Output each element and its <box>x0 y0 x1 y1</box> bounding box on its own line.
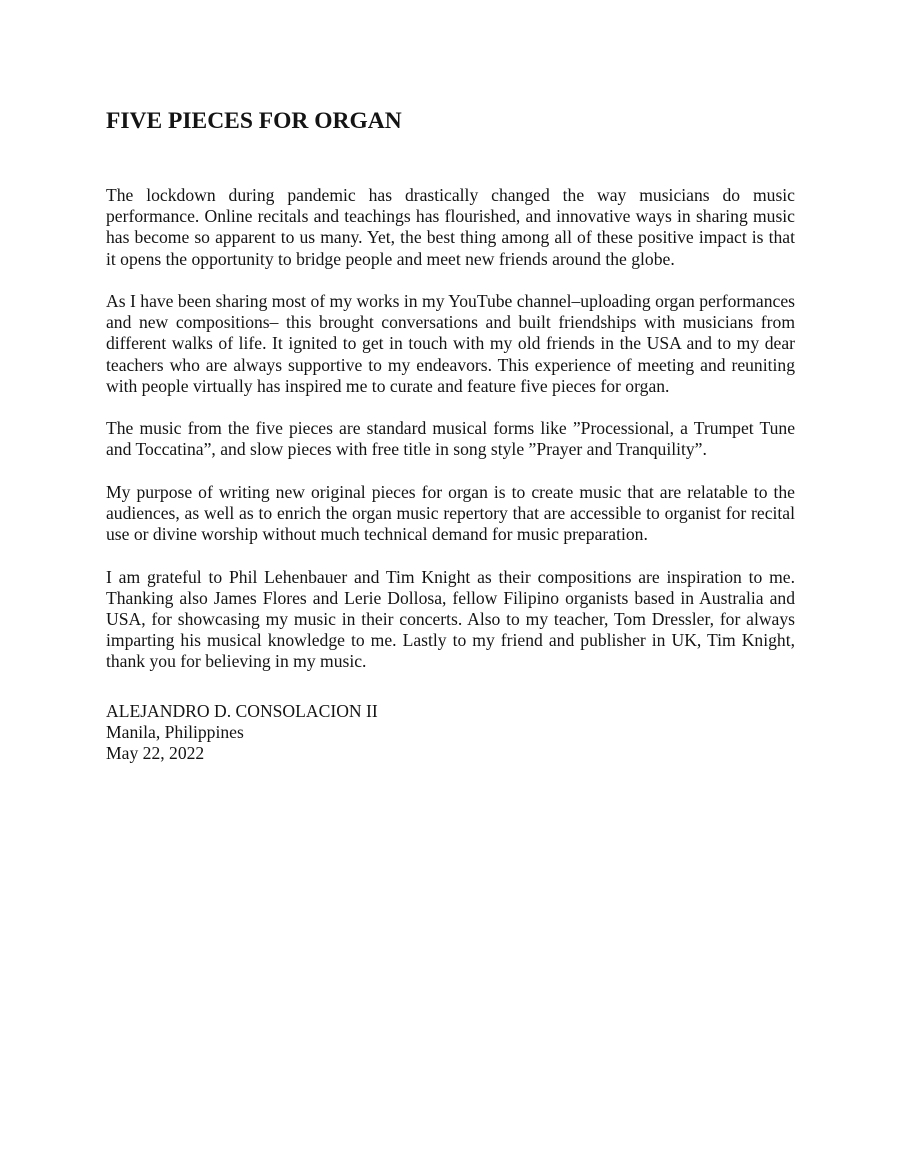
document-page <box>106 108 795 764</box>
document-title: FIVE PIECES FOR ORGAN <box>106 108 402 134</box>
signature-date: May 22, 2022 <box>106 743 205 764</box>
author-location: Manila, Philippines <box>106 721 244 742</box>
paragraph-intro: The lockdown during pandemic has drastically changed the way musicians do music performance. Online recitals and teachings has flourished, and innovative ways in sharing music has become so apparent to us many. Yet, the best thing among all of these positive impact is that it opens the opportunity to bridge people and meet new friends around the globe. <box>106 185 795 269</box>
paragraph-youtube: As I have been sharing most of my works in my YouTube channel–uploading organ performances and new compositions– this brought conversations and built friendships with musicians from different walks of life. It ignited to get in touch with my old friends in the USA and to my dear teachers who are always supportive to my endeavors. This experience of meeting and reuniting with people virtually has inspired me to curate and feature five pieces for organ. <box>106 291 795 396</box>
paragraph-purpose: My purpose of writing new original pieces for organ is to create music that are relatable to the audiences, as well as to enrich the organ music repertory that are accessible to organist for recital use or divine worship without much technical demand for music preparation. <box>106 481 795 545</box>
signature-block <box>106 701 795 765</box>
author-name: ALEJANDRO D. CONSOLACION II <box>106 700 378 721</box>
paragraph-acknowledgements: I am grateful to Phil Lehenbauer and Tim Knight as their compositions are inspiration to me. Thanking also James Flores and Lerie Dollosa, fellow Filipino organists based in Australia and USA, for showcasing my music in their concerts. Also to my teacher, Tom Dressler, for always imparting his musical knowledge to me. Lastly to my friend and publisher in UK, Tim Knight, thank you for believing in my music. <box>106 566 795 672</box>
paragraph-music-forms: The music from the five pieces are standard musical forms like ”Processional, a Trumpet Tune and Toccatina”, and slow pieces with free title in song style ”Prayer and Tranquility”. <box>106 418 795 460</box>
